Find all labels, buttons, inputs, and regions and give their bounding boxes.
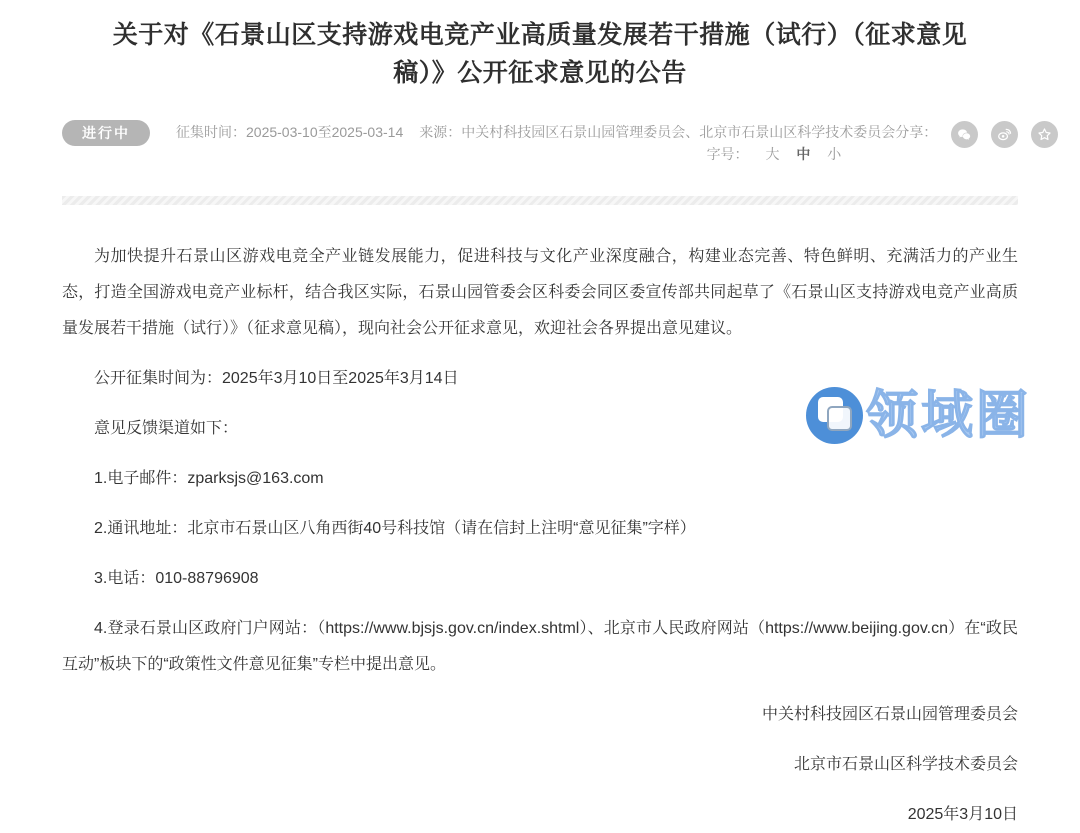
channel-website: 4.登录石景山区政府门户网站：（https://www.bjsjs.gov.cn/index.shtml）、北京市人民政府网站（https://www.beijing.gov.cn）在“政民互动”板块下的“政策性文件意见征集”专栏中提出意见。 bbox=[62, 620, 1018, 673]
meta-bar bbox=[62, 120, 1018, 164]
qzone-star-share-icon[interactable] bbox=[1031, 121, 1058, 148]
page-title: 关于对《石景山区支持游戏电竞产业高质量发展若干措施（试行）（征求意见稿）》公开征求意见的公告 bbox=[112, 21, 968, 87]
font-size-option-large[interactable]: 大 bbox=[765, 146, 780, 162]
article-body bbox=[62, 239, 1018, 833]
channels-intro: 意见反馈渠道如下： bbox=[94, 420, 239, 437]
signature-date: 2025年3月10日 bbox=[907, 806, 1018, 823]
signature-org-2: 北京市石景山区科学技术委员会 bbox=[793, 756, 1018, 773]
meta-text bbox=[176, 120, 937, 164]
channel-mail-address: 2.通讯地址：北京市石景山区八角西街40号科技馆（请在信封上注明“意见征集”字样） bbox=[94, 520, 696, 537]
font-size-option-medium[interactable]: 中 bbox=[796, 146, 811, 162]
channel-email: 1.电子邮件：zparksjs@163.com bbox=[94, 470, 324, 487]
channel-phone: 3.电话：010-88796908 bbox=[94, 570, 259, 587]
wechat-share-icon[interactable] bbox=[951, 121, 978, 148]
meta-line-1 bbox=[176, 123, 937, 142]
share-icons bbox=[951, 120, 1058, 148]
source: 来源：中关村科技园区石景山园管理委员会、北京市石景山区科学技术委员会 bbox=[419, 124, 896, 140]
weibo-share-icon[interactable] bbox=[991, 121, 1018, 148]
font-size-selector bbox=[176, 145, 937, 164]
font-size-label: 字号： bbox=[706, 146, 749, 162]
hatched-divider bbox=[62, 196, 1018, 205]
signature-org-1: 中关村科技园区石景山园管理委员会 bbox=[761, 706, 1018, 723]
announcement-page bbox=[0, 16, 1080, 823]
font-size-option-small[interactable]: 小 bbox=[827, 146, 842, 162]
collection-period: 公开征集时间为：2025年3月10日至2025年3月14日 bbox=[94, 370, 459, 387]
watermark-text: 领域圈 bbox=[866, 386, 1032, 445]
collection-time: 征集时间：2025-03-10至2025-03-14 bbox=[176, 124, 404, 140]
intro-paragraph: 为加快提升石景山区游戏电竞全产业链发展能力，促进科技与文化产业深度融合，构建业态完善、特色鲜明、充满活力的产业生态，打造全国游戏电竞产业标杆，结合我区实际，石景山园管委会区科委会同区委宣传部共同起草了《石景山区支持游戏电竞产业高质量发展若干措施（试行）》（征求意见稿），现向社会公开征求意见，欢迎社会各界提出意见建议。 bbox=[62, 248, 1018, 337]
share-label: 分享： bbox=[895, 124, 938, 140]
status-badge: 进行中 bbox=[62, 120, 150, 146]
